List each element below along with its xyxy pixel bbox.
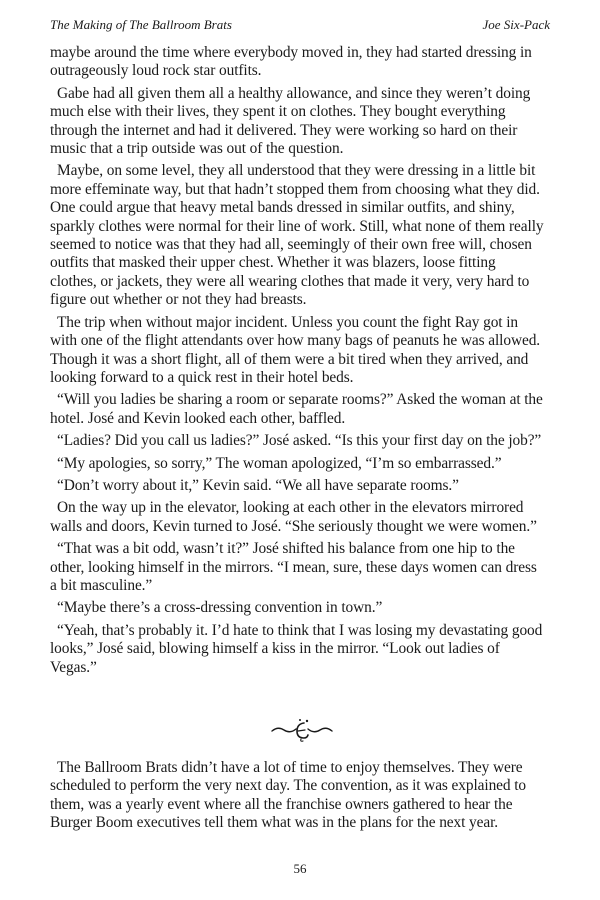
paragraph: maybe around the time where everybody moved in, they had started dressing in outrageously loud rock star outfits. [50, 44, 532, 80]
body-text [50, 44, 545, 677]
author-name: Joe Six-Pack [482, 17, 550, 32]
book-title: The Making of The Ballroom Brats [50, 17, 232, 32]
section-break-ornament-icon [270, 717, 334, 743]
paragraph: Maybe, on some level, they all understood that they were dressing in a little bit more effeminate way, but that hadn’t stopped them from choosing what they did. One could argue that heavy metal bands dressed in similar outfits, and shiny, sparkly clothes were normal for their line of work. Still, what none of them really seemed to notice was that they had all, seemingly of their own free will, chosen outfits that masked their upper chest. Whether it was blazers, loose fitting clothes, or jackets, they were all wearing clothes that made it very, very hard to figure out whether or not they had breasts. [50, 162, 544, 309]
paragraph: The trip when without major incident. Unless you count the fight Ray got in with one of the flight attendants over how many bags of peanuts he was allowed. Though it was a short flight, all of them were a bit tired when they arrived, and looking forward to a quick rest in their hotel beds. [50, 313, 541, 386]
paragraph: The Ballroom Brats didn’t have a lot of time to enjoy themselves. They were scheduled to perform the very next day. The convention, as it was explained to them, was a yearly event where all the franchise owners gathered to hear the Burger Boom executives tell them what was in the plans for the next year. [50, 759, 527, 832]
paragraph: “That was a bit odd, wasn’t it?” José shifted his balance from one hip to the other, looking himself in the mirrors. “I mean, sure, these days women can dress a bit masculine.” [50, 540, 537, 594]
paragraph: “Maybe there’s a cross-dressing convention in town.” [57, 599, 383, 617]
paragraph: Gabe had all given them all a healthy allowance, and since they weren’t doing much else with their lives, they spent it on clothes. They bought everything through the internet and had it delivered. They were working so hard on their music that a trip outside was out of the question. [50, 84, 531, 158]
paragraph: “Yeah, that’s probably it. I’d hate to think that I was losing my devastating good looks,” José said, blowing himself a kiss in the mirror. “Look out ladies of Vegas.” [50, 621, 543, 676]
paragraph: “Don’t worry about it,” Kevin said. “We all have separate rooms.” [57, 476, 459, 494]
paragraph: “Ladies? Did you call us ladies?” José asked. “Is this your first day on the job?” [57, 432, 542, 450]
paragraph: “My apologies, so sorry,” The woman apologized, “I’m so embarrassed.” [57, 454, 502, 472]
paragraph: On the way up in the elevator, looking at each other in the elevators mirrored walls and doors, Kevin turned to José. “She seriously thought we were women.” [50, 499, 537, 535]
paragraph: “Will you ladies be sharing a room or separate rooms?” Asked the woman at the hotel. José and Kevin looked each other, baffled. [50, 391, 543, 427]
page-number: 56 [293, 861, 307, 876]
closing-text [50, 759, 545, 833]
